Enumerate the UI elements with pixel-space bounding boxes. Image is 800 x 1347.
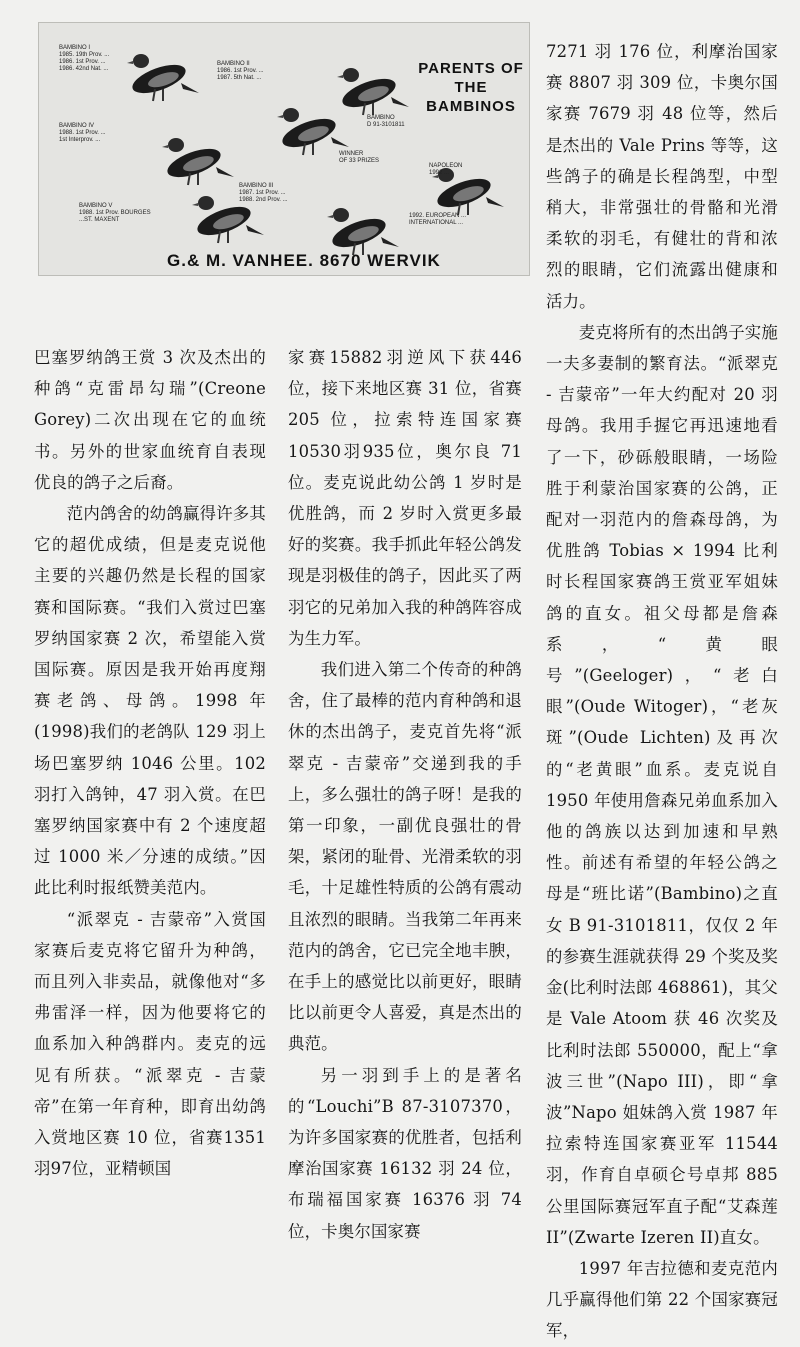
label-international: 1992. EUROPEAN ... INTERNATIONAL ...: [409, 213, 467, 226]
label-winner: WINNER OF 33 PRIZES: [339, 151, 380, 164]
paragraph: 另一羽到手上的是著名的“Louchi”B 87-3107370，为许多国家赛的优胜者，包括利摩治国家赛 16132 羽 24 位，布瑞福国家赛 16376 羽 74 位，卡奥尔国家赛: [288, 1065, 522, 1241]
article-column-2: [288, 342, 522, 1247]
figure-title: PARENTS OF THE BAMBINOS: [418, 60, 524, 115]
label-bambino-iv: BAMBINO IV 1988. 1st Prov. ... 1st Interprov. ...: [59, 123, 106, 143]
paragraph: 家赛15882羽逆风下获446位，接下来地区赛 31 位，省赛 205 位，拉索特连国家赛10530羽935位，奥尔良 71 位。麦克说此幼公鸽 1 岁时是优胜鸽，而 2 岁时入赏更多最好的奖赛。我手抓此年轻公鸽发现是羽极佳的鸽子，因此买了两羽它的兄弟加入我的种鸽阵容成为生力军。: [288, 348, 522, 648]
label-bambino: BAMBINO D 91-3101811: [367, 115, 405, 128]
paragraph: 范内鸽舍的幼鸽赢得许多其它的超优成绩，但是麦克说他主要的兴趣仍然是长程的国家赛和国际赛。“我们入赏过巴塞罗纳国家赛 2 次，希望能入赏国际赛。原因是我开始再度翔赛老鸽、母鸽。1998 年(1998)我们的老鸽队 129 羽上场巴塞罗纳 1046 公里。102 羽打入鸽钟，47 羽入赏。在巴塞罗纳国家赛中有 2 个速度超过 1000 米／分速的成绩。”因此比利时报纸赞美范内。: [34, 504, 266, 898]
label-bambino-i: BAMBINO I 1985. 19th Prov. ... 1986. 1st Prov. ... 1986. 42nd Nat. ...: [59, 45, 110, 72]
label-napoleon: NAPOLEON 1992 ...: [429, 163, 463, 176]
figure-footer: G.& M. VANHEE. 8670 WERVIK: [167, 251, 441, 270]
paragraph: 7271 羽 176 位，利摩治国家赛 8807 羽 309 位，卡奥尔国家赛 7679 羽 48 位等，然后是杰出的 Vale Prins 等等，这些鸽子的确是长程鸽型，中型稍大，非常强壮的骨骼和光滑柔软的羽毛，有健壮的背和浓烈的眼睛，它们流露出健康和活力。: [546, 42, 778, 311]
pigeon-bambino: [337, 68, 409, 115]
paragraph: 我们进入第二个传奇的种鸽舍，住了最棒的范内育种鸽和退休的杰出鸽子，麦克首先将“派翠克 - 吉蒙帝”交递到我的手上，多么强壮的鸽子呀！是我的第一印象，一副优良强壮的骨架，紧闭的耻骨、光滑柔软的羽毛，十足雄性特质的公鸽有震动且浓烈的眼睛。当我第二年再来范内的鸽舍，它已完全地丰腴，在手上的感觉比以前更好，眼睛比以前更令人喜爱，真是杰出的典范。: [288, 660, 522, 1054]
article-column-3: [546, 36, 778, 1347]
paragraph: 麦克将所有的杰出鸽子实施一夫多妻制的繁育法。“派翠克 - 吉蒙帝”一年大约配对 20 羽母鸽。我用手握它再迅速地看了一下，砂砾般眼睛，一场险胜于利蒙治国家赛的公鸽，正配对一羽范内的詹森母鸽，为优胜鸽 Tobias × 1994 比利时长程国家赛鸽王赏亚军姐妹鸽的直女。祖父母都是詹森系，“黄眼号”(Geeloger)，“老白眼”(Oude Witoger)，“老灰斑”(Oude Lichten)及再次的“老黄眼”血系。麦克说自 1950 年使用詹森兄弟血系加入他的鸽族以达到加速和早熟性。前述有希望的年轻公鸽之母是“班比诺”(Bambino)之直女 B 91-3101811，仅仅 2 年的参赛生涯就获得 29 个奖及奖金(比利时法郎 468861)，其父是 Vale Atoom 获 46 次奖及比利时法郎 550000，配上“拿波三世”(Napo III)，即“拿波”Napo 姐妹鸽入赏 1987 年拉索特连国家赛亚军 11544 羽，作育自卓硕仑号卓邦 885 公里国际赛冠军直子配“艾森莲 II”(Zwarte Izeren II)直女。: [546, 322, 778, 1247]
pigeon-bambino-iv: [162, 138, 234, 185]
article-column-1: [34, 342, 266, 1184]
paragraph: “派翠克 - 吉蒙帝”入赏国家赛后麦克将它留升为种鸽，而且列入非卖品，就像他对“多弗雷泽一样，因为他要将它的血系加入种鸽群内。麦克的远见有所获。“派翠克 - 吉蒙帝”在第一年育种，即育出幼鸽入赏地区赛 10 位，省赛1351羽97位，亚精顿国: [34, 909, 266, 1179]
paragraph: 1997 年吉拉德和麦克范内几乎赢得他们第 22 个国家赛冠军，: [546, 1258, 778, 1341]
pigeon-bambino-iii: [327, 208, 399, 255]
label-bambino-v: BAMBINO V 1988. 1st Prov. BOURGES ...ST. MAXENT: [79, 203, 151, 223]
label-bambino-iii: BAMBINO III 1987. 1st Prov. ... 1988. 2nd Prov. ...: [239, 183, 288, 203]
label-bambino-ii: BAMBINO II 1986. 1st Prov. ... 1987. 5th Nat. ...: [217, 61, 264, 81]
paragraph: 巴塞罗纳鸽王赏 3 次及杰出的种鸽“克雷昂勾瑞”(Creone Gorey)二次出现在它的血统书。另外的世家血统育自表现优良的鸽子之后裔。: [34, 348, 266, 492]
pigeon-bambino-ii: [277, 108, 349, 155]
pigeon-figure: [38, 22, 530, 276]
